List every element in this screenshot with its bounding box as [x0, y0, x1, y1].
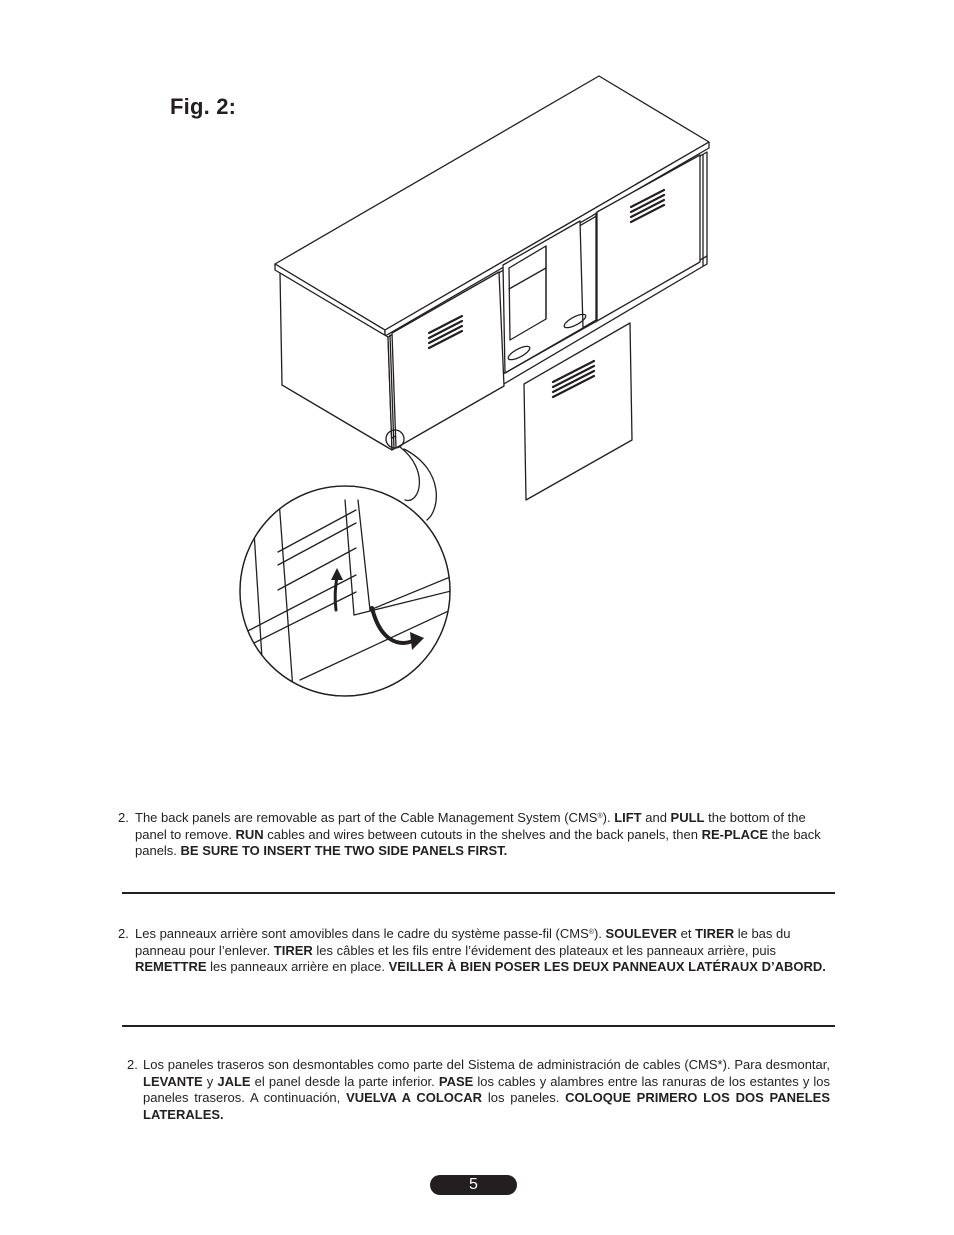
zoom-detail: [240, 486, 455, 696]
divider: [122, 1025, 835, 1027]
emphasis-text: JALE: [217, 1073, 251, 1089]
step-number: 2.: [127, 1057, 138, 1072]
emphasis-text: COLOQUE PRIMERO LOS DOS PANELES LATERALES.: [143, 1090, 830, 1122]
emphasis-text: VUELVA A COLOCAR: [346, 1090, 483, 1106]
text-run: y: [202, 1073, 218, 1089]
text-run: el panel desde la parte inferior.: [250, 1073, 439, 1089]
emphasis-text: RE-PLACE: [701, 826, 769, 842]
text-run: Les panneaux arrière sont amovibles dans le cadre du système passe-fil (CMS: [135, 926, 589, 941]
instruction-english: [118, 810, 830, 860]
text-run: los cables y alambres entre las ranuras de los estantes y los paneles traseros. A continuación,: [143, 1073, 831, 1106]
step-number: 2.: [118, 926, 129, 941]
text-run: ).: [602, 810, 615, 825]
emphasis-text: SOULEVER: [605, 926, 678, 941]
text-run: los paneles.: [482, 1090, 566, 1106]
emphasis-text: TIRER: [273, 942, 313, 958]
text-run: ).: [593, 926, 606, 941]
divider: [122, 892, 835, 894]
emphasis-text: RUN: [235, 826, 264, 842]
registered-mark: ®: [597, 813, 603, 820]
emphasis-text: LIFT: [614, 810, 642, 825]
instruction-text: [127, 1057, 830, 1123]
page-number: 5: [430, 1175, 517, 1195]
text-run: the back panels.: [135, 826, 821, 859]
instruction-spanish: [127, 1057, 830, 1123]
text-run: and: [641, 810, 671, 825]
text-run: les panneaux arrière en place.: [206, 959, 389, 975]
registered-mark: ®: [588, 929, 594, 936]
text-run: et: [677, 926, 696, 941]
text-run: the bottom of the panel to remove.: [135, 810, 806, 842]
text-run: Los paneles traseros son desmontables como parte del Sistema de administración de cables (CMS*). Para desmontar,: [143, 1057, 830, 1072]
instruction-text: [118, 810, 830, 860]
figure-title: Fig. 2:: [170, 94, 237, 119]
emphasis-text: BE SURE TO INSERT THE TWO SIDE PANELS FIRST.: [180, 843, 508, 859]
text-run: le bas du panneau pour l’enlever.: [135, 926, 791, 958]
step-number: 2.: [118, 810, 129, 825]
emphasis-text: VEILLER À BIEN POSER LES DEUX PANNEAUX LATÉRAUX D’ABORD.: [388, 959, 826, 975]
emphasis-text: PULL: [670, 810, 705, 825]
instruction-french: [118, 926, 830, 976]
text-run: les câbles et les fils entre l’évidement des plateaux et les panneaux arrière, puis: [312, 942, 776, 958]
emphasis-text: REMETTRE: [135, 959, 207, 975]
text-run: The back panels are removable as part of the Cable Management System (CMS: [135, 810, 598, 825]
instruction-text: [118, 926, 830, 976]
emphasis-text: TIRER: [695, 926, 735, 941]
emphasis-text: PASE: [438, 1073, 474, 1089]
emphasis-text: LEVANTE: [143, 1073, 203, 1089]
text-run: cables and wires between cutouts in the shelves and the back panels, then: [263, 826, 702, 842]
